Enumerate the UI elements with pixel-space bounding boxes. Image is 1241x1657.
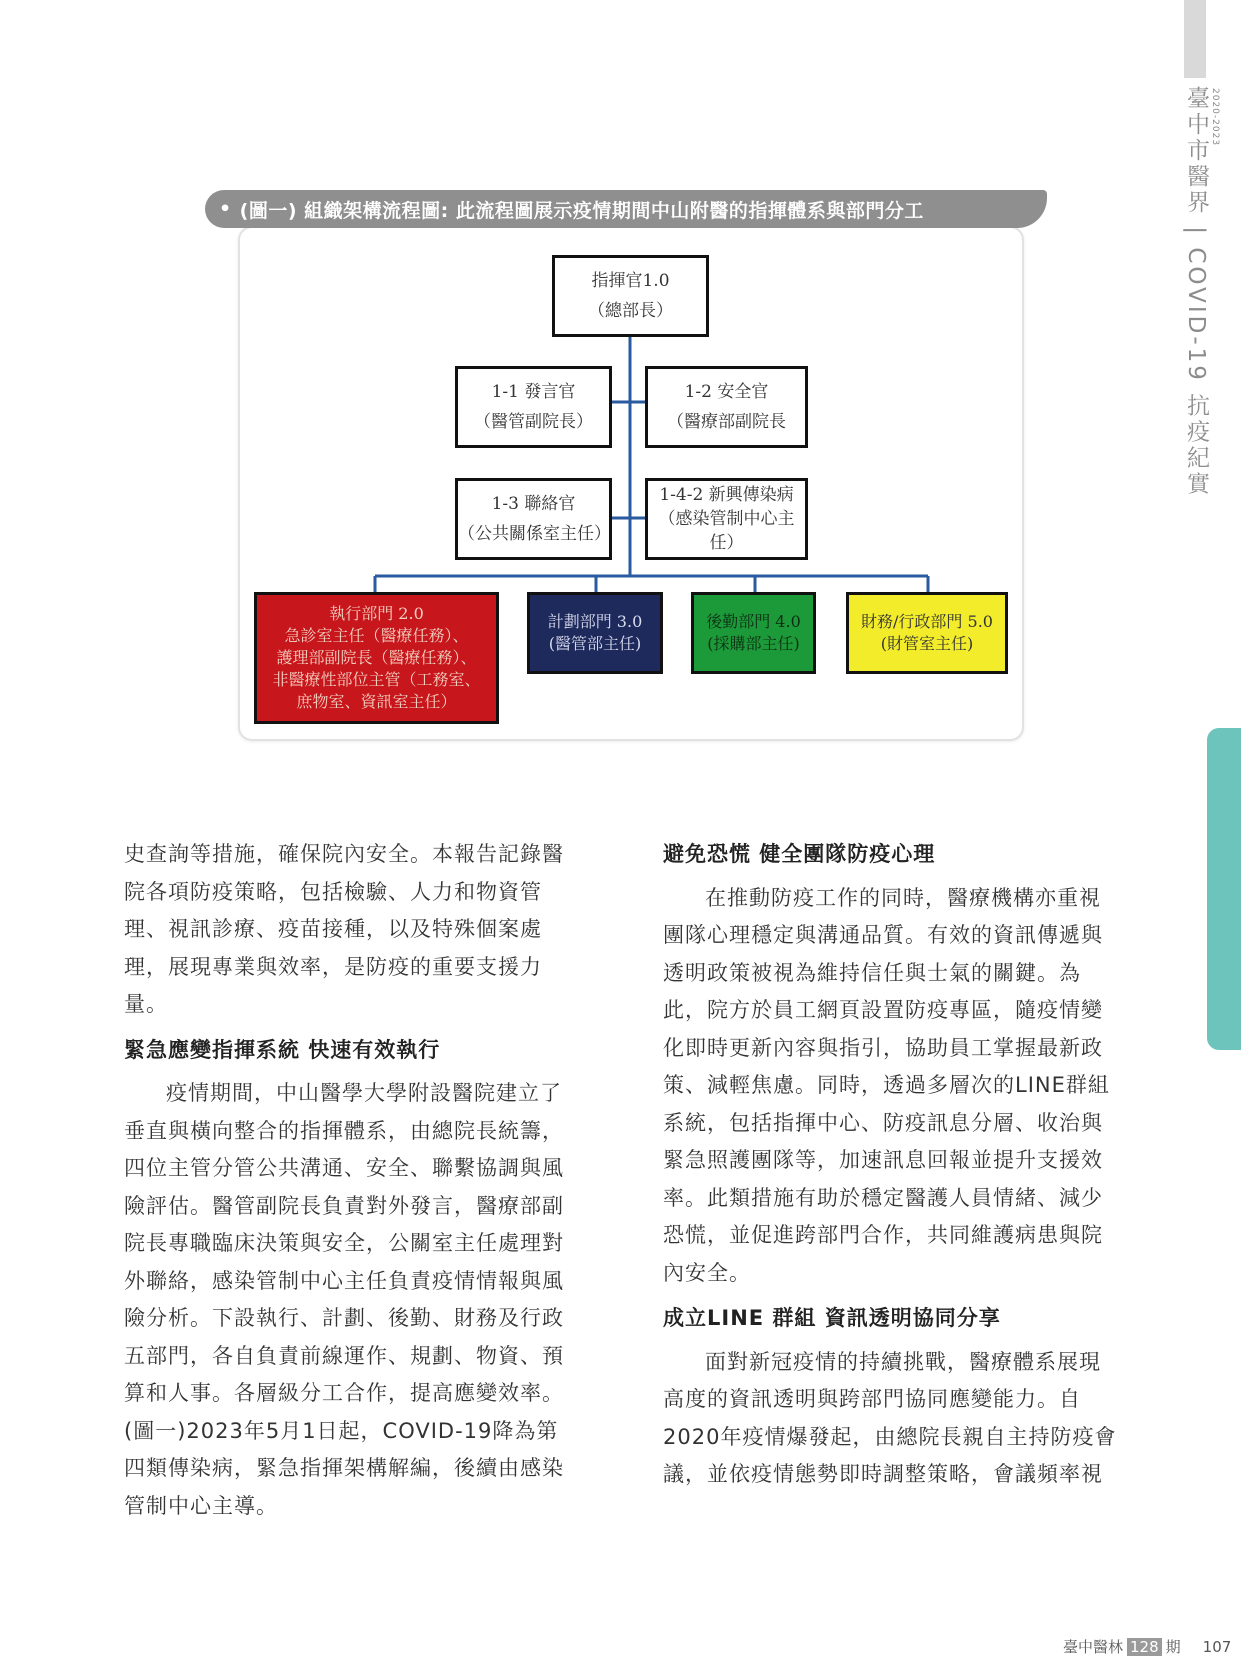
right-paragraph-1: 在推動防疫工作的同時，醫療機構亦重視團隊心理穩定與溝通品質。有效的資訊傳遞與透明政策被視為維持信任與士氣的關鍵。為此，院方於員工網頁設置防疫專區，隨疫情變化即時更新內容與指引，協助員工掌握最新政策、減輕焦慮。同時，透過多層次的LINE群組系統，包括指揮中心、防疫訊息分層、收治與緊急照護團隊等，加速訊息回報並提升支援效率。此類措施有助於穩定醫護人員情緒、減少恐慌，並促進跨部門合作，共同維護病患與院內安全。 [663,885,1110,1285]
box-execution-line5: 庶物室、資訊室主任） [296,692,457,711]
box-commander-role: （總部長） [588,301,673,321]
box-planning-title: 計劃部門 3.0 [547,612,643,631]
box-spokesperson-title: 1-1 發言官 [491,382,576,402]
caption-text: (圖一) 組織架構流程圖: 此流程圖展示疫情期間中山附醫的指揮體系與部門分工 [239,199,924,222]
box-execution-title: 執行部門 2.0 [329,604,424,623]
box-infection-role-cont: 任） [709,533,744,553]
box-spokesperson [455,366,612,448]
footer-magazine: 臺中醫林 [1063,1638,1124,1656]
box-execution-dept [254,592,499,724]
box-infection-control [645,478,808,560]
box-safety-officer [645,366,808,448]
figure-caption [205,190,1047,228]
box-commander [552,255,709,337]
left-heading-1: 緊急應變指揮系統 快速有效執行 [124,1037,441,1062]
footer-page-number: 107 [1202,1637,1232,1656]
box-finance-role: (財管室主任) [880,634,974,653]
box-liaison-officer [455,478,612,560]
box-infection-title: 1-4-2 新興傳染病 [659,485,794,505]
footer-issue: 128 [1127,1638,1162,1656]
box-finance-title: 財務/行政部門 5.0 [861,612,993,631]
running-header-year: 2020-2023 [1210,88,1220,147]
right-heading-2: 成立LINE 群組 資訊透明協同分享 [663,1306,1001,1330]
box-finance-dept [846,592,1008,674]
box-logistics-role: (採購部主任) [707,634,800,653]
box-planning-dept [527,592,663,674]
running-header-title: 臺中市醫界 | COVID-19 抗疫紀實 [1183,86,1209,498]
box-execution-line3: 護理部副院長（醫療任務）、 [276,648,477,667]
section-tab [1207,728,1241,1050]
box-logistics-dept [691,592,816,674]
caption-bullet: • [219,198,232,220]
box-infection-role: （感染管制中心主 [658,509,795,529]
box-execution-line2: 急診室主任（醫療任務）、 [284,626,469,645]
box-execution-line4: 非醫療性部位主管（工務室、 [272,670,481,689]
box-planning-role: (醫管部主任) [548,634,642,653]
left-paragraph-2: 疫情期間，中山醫學大學附設醫院建立了垂直與橫向整合的指揮體系，由總院長統籌，四位主管分管公共溝通、安全、聯繫協調與風險評估。醫管副院長負責對外發言，醫療部副院長專職臨床決策與安全，公關室主任處理對外聯絡，感染管制中心主任負責疫情情報與風險分析。下設執行、計劃、後勤、財務及行政五部門，各自負責前線運作、規劃、物資、預算和人事。各層級分工合作，提高應變效率。(圖一)2023年5月1日起，COVID-19降為第四類傳染病，緊急指揮架構解編，後續由感染管制中心主導。 [124,1081,564,1518]
box-safety-role: （醫療部副院長 [667,412,786,432]
box-safety-title: 1-2 安全官 [684,382,769,402]
right-paragraph-2: 面對新冠疫情的持續挑戰，醫療體系展現高度的資訊透明與跨部門協同應變能力。自2020年疫情爆發起，由總院長親自主持防疫會議，並依疫情態勢即時調整策略，會議頻率視 [663,1349,1117,1486]
box-liaison-title: 1-3 聯絡官 [491,494,576,514]
right-column [663,836,1119,1494]
box-spokesperson-role: （醫管副院長） [474,412,593,432]
box-logistics-title: 後勤部門 4.0 [706,612,801,631]
left-column [124,836,580,1525]
right-heading-1: 避免恐慌 健全團隊防疫心理 [663,842,936,866]
side-color-bar [1184,0,1206,78]
box-liaison-role: （公共關係室主任） [458,524,611,544]
box-commander-title: 指揮官1.0 [591,271,670,291]
left-paragraph-1: 史查詢等措施，確保院內安全。本報告記錄醫院各項防疫策略，包括檢驗、人力和物資管理、視訊診療、疫苗接種，以及特殊個案處理，展現專業與效率，是防疫的重要支援力量。 [124,842,564,1016]
footer-issue-suffix: 期 [1165,1638,1181,1656]
